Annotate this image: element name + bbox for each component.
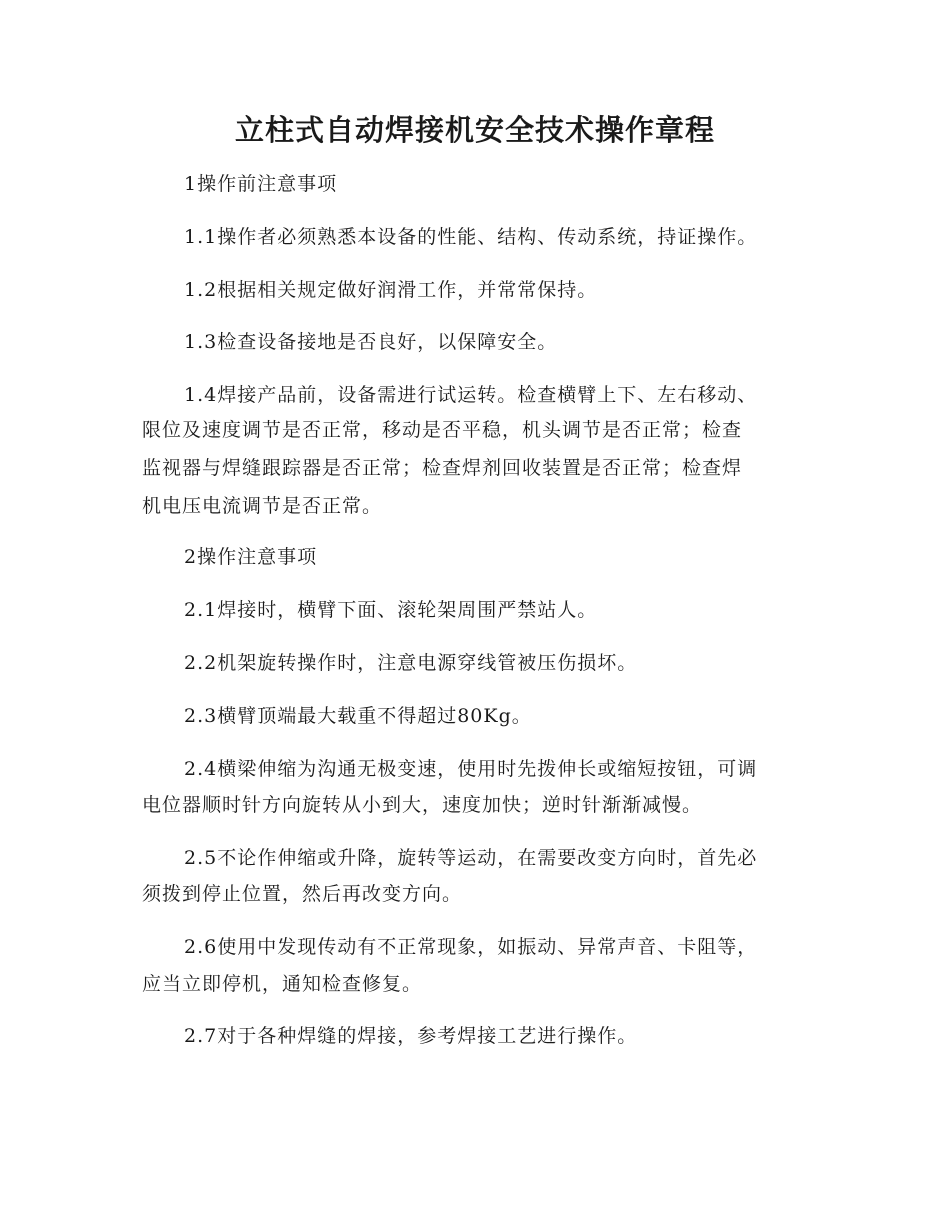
clause-1-4-line: 机电压电流调节是否正常。 [142, 495, 383, 517]
clause-1-1: 1.1操作者必须熟悉本设备的性能、结构、传动系统，持证操作。 [184, 226, 758, 248]
clause-1-2: 1.2根据相关规定做好润滑工作，并常常保持。 [184, 279, 598, 301]
document-title: 立柱式自动焊接机安全技术操作章程 [234, 113, 715, 147]
clause-1-3: 1.3检查设备接地是否良好，以保障安全。 [184, 331, 558, 353]
clause-2-3: 2.3横臂顶端最大载重不得超过80Kg。 [184, 705, 532, 727]
section-heading-2: 2操作注意事项 [184, 546, 318, 568]
clause-1-4-line: 监视器与焊缝跟踪器是否正常；检查焊剂回收装置是否正常；检查焊 [142, 457, 743, 479]
section-heading-1: 1操作前注意事项 [184, 173, 338, 195]
clause-1-4-line: 1.4焊接产品前，设备需进行试运转。检查横臂上下、左右移动、 [184, 384, 758, 406]
clause-2-6-line: 应当立即停机，通知检查修复。 [142, 973, 423, 995]
clause-1-4-line: 限位及速度调节是否正常，移动是否平稳，机头调节是否正常；检查 [142, 419, 743, 441]
clause-2-4-line: 2.4横梁伸缩为沟通无极变速，使用时先拨伸长或缩短按钮，可调 [184, 758, 758, 780]
clause-2-1: 2.1焊接时，横臂下面、滚轮架周围严禁站人。 [184, 599, 598, 621]
clause-2-7: 2.7对于各种焊缝的焊接，参考焊接工艺进行操作。 [184, 1025, 638, 1047]
clause-2-4-line: 电位器顺时针方向旋转从小到大，速度加快；逆时针渐渐减慢。 [142, 794, 703, 816]
clause-2-2: 2.2机架旋转操作时，注意电源穿线管被压伤损坏。 [184, 652, 638, 674]
clause-2-5-line: 2.5不论作伸缩或升降，旋转等运动，在需要改变方向时，首先必 [184, 847, 758, 869]
clause-2-6-line: 2.6使用中发现传动有不正常现象，如振动、异常声音、卡阻等， [184, 936, 758, 958]
clause-2-5-line: 须拨到停止位置，然后再改变方向。 [142, 883, 463, 905]
